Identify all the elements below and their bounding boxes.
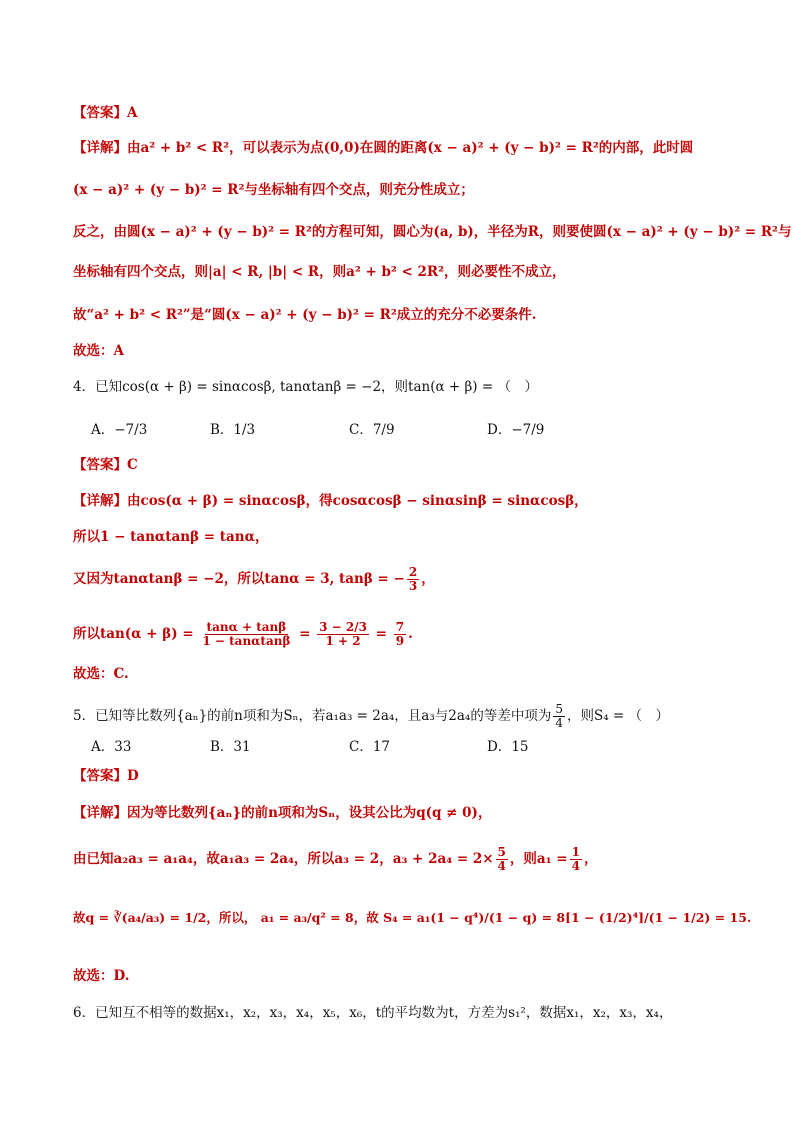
q4-option-a: A．−7/3 (91, 422, 148, 438)
q5-option-a: A．33 (91, 739, 132, 755)
detail-line-3-3: 反之，由圆(x − a)² + (y − b)² = R²的方程可知，圆心为(a, b)，半径为R，则要使圆(x − a)² + (y − b)² = R²与 (73, 224, 792, 240)
detail-line-5-3: 故q = ∛(a₄/a₃) = 1/2，所以， a₁ = a₃/q² = 8，故 S₄ = a₁(1 − q⁴)/(1 − q) = 8[1 − (1/2)⁴]/(1 − 1/2) = 15. (73, 910, 752, 925)
fraction-q4-result: $\frac{7}{9}$ (395, 620, 405, 648)
detail-line-3-4: 坐标轴有四个交点，则|a| < R, |b| < R，则a² + b² < 2R²，则必要性不成立， (73, 264, 566, 280)
q-expression: ∛(a₄/a₃) = 1/2 (113, 910, 207, 925)
choose-line-3: 故选：A (73, 343, 124, 359)
fraction-five-quarters-2: $\frac{5}{4}$ (497, 845, 506, 873)
answer-label-3: 【答案】A (73, 105, 138, 121)
q5-option-c: C．17 (349, 739, 391, 755)
answer-label-4: 【答案】C (73, 457, 138, 473)
q4-option-d: D．−7/9 (487, 422, 545, 438)
detail-line-4-3: 又因为tanαtanβ = −2，所以tanα = 3, tanβ = − $\frac{2}{3}$ ， (73, 565, 435, 593)
fraction-two-thirds: $\frac{2}{3}$ (408, 565, 418, 593)
fraction-q4-mid: $\frac{3 - 2/3}{1 + 2}$ (319, 620, 367, 648)
fraction-one-quarter: $\frac{1}{4}$ (571, 845, 580, 873)
detail-line-5-1: 【详解】因为等比数列{aₙ}的前n项和为Sₙ，设其公比为q(q ≠ 0)， (73, 805, 492, 821)
q5-option-b: B．31 (210, 739, 251, 755)
q5-option-d: D．15 (487, 739, 529, 755)
detail-line-3-1: 【详解】由a² + b² < R²，可以表示为点(0,0)在圆的距离(x − a)² + (y − b)² = R²的内部，此时圆 (73, 140, 694, 156)
detail-line-4-2: 所以1 − tanαtanβ = tanα， (73, 529, 269, 545)
a1-expression: a₁ = a₃/q² = 8 (260, 910, 354, 925)
fraction-five-quarters: $\frac{5}{4}$ (555, 702, 563, 730)
detail-line-4-1: 【详解】由cos(α + β) = sinαcosβ，得cosαcosβ − sinαsinβ = sinαcosβ， (73, 493, 588, 509)
q4-option-c: C．7/9 (349, 422, 395, 438)
q4-option-b: B．1/3 (210, 422, 256, 438)
detail-line-3-2: (x − a)² + (y − b)² = R²与坐标轴有四个交点，则充分性成立； (73, 182, 474, 198)
detail-line-4-4: 所以tan(α + β) = $\frac{\tan\alpha + \tan\beta}{1 - \tan\alpha\tan\beta}$ = $\frac{3 - 2/3}{1 + 2}$ = $\frac{7}{9}$ . (73, 620, 413, 648)
question-4: 4．已知cos(α + β) = sinαcosβ, tanαtanβ = −2，则tan(α + β) = （ ） (73, 379, 538, 395)
detail-line-4-3-text: 又因为tanαtanβ = −2，所以tanα = 3, tanβ = − (73, 571, 405, 587)
choose-line-5: 故选：D. (73, 968, 130, 984)
fraction-tan-sum: $\frac{\tan\alpha + \tan\beta}{1 - \tan\alpha\tan\beta}$ (202, 620, 291, 648)
detail-line-5-2: 由已知a₂a₃ = a₁a₄，故a₁a₃ = 2a₄，所以a₃ = 2，a₃ + 2a₄ = 2× $\frac{5}{4}$ ，则a₁ = $\frac{1}{4}$ ， (73, 845, 598, 873)
answer-label-5: 【答案】D (73, 768, 139, 784)
detail-line-3-5: 故“a² + b² < R²”是“圆(x − a)² + (y − b)² = R²成立的充分不必要条件. (73, 307, 537, 323)
s4-expression: S₄ = a₁(1 − q⁴)/(1 − q) = 8[1 − (1/2)⁴]/(1 − 1/2) = 15. (383, 910, 752, 925)
question-6: 6．已知互不相等的数据x₁，x₂，x₃，x₄，x₅，x₆，t的平均数为t，方差为s₁²，数据x₁，x₂，x₃，x₄， (73, 1005, 673, 1021)
question-5: 5．已知等比数列{aₙ}的前n项和为Sₙ，若a₁a₃ = 2a₄，且a₃与2a₄的等差中项为 $\frac{5}{4}$ ，则S₄ = （ ） (73, 702, 670, 730)
choose-line-4: 故选：C. (73, 666, 129, 682)
